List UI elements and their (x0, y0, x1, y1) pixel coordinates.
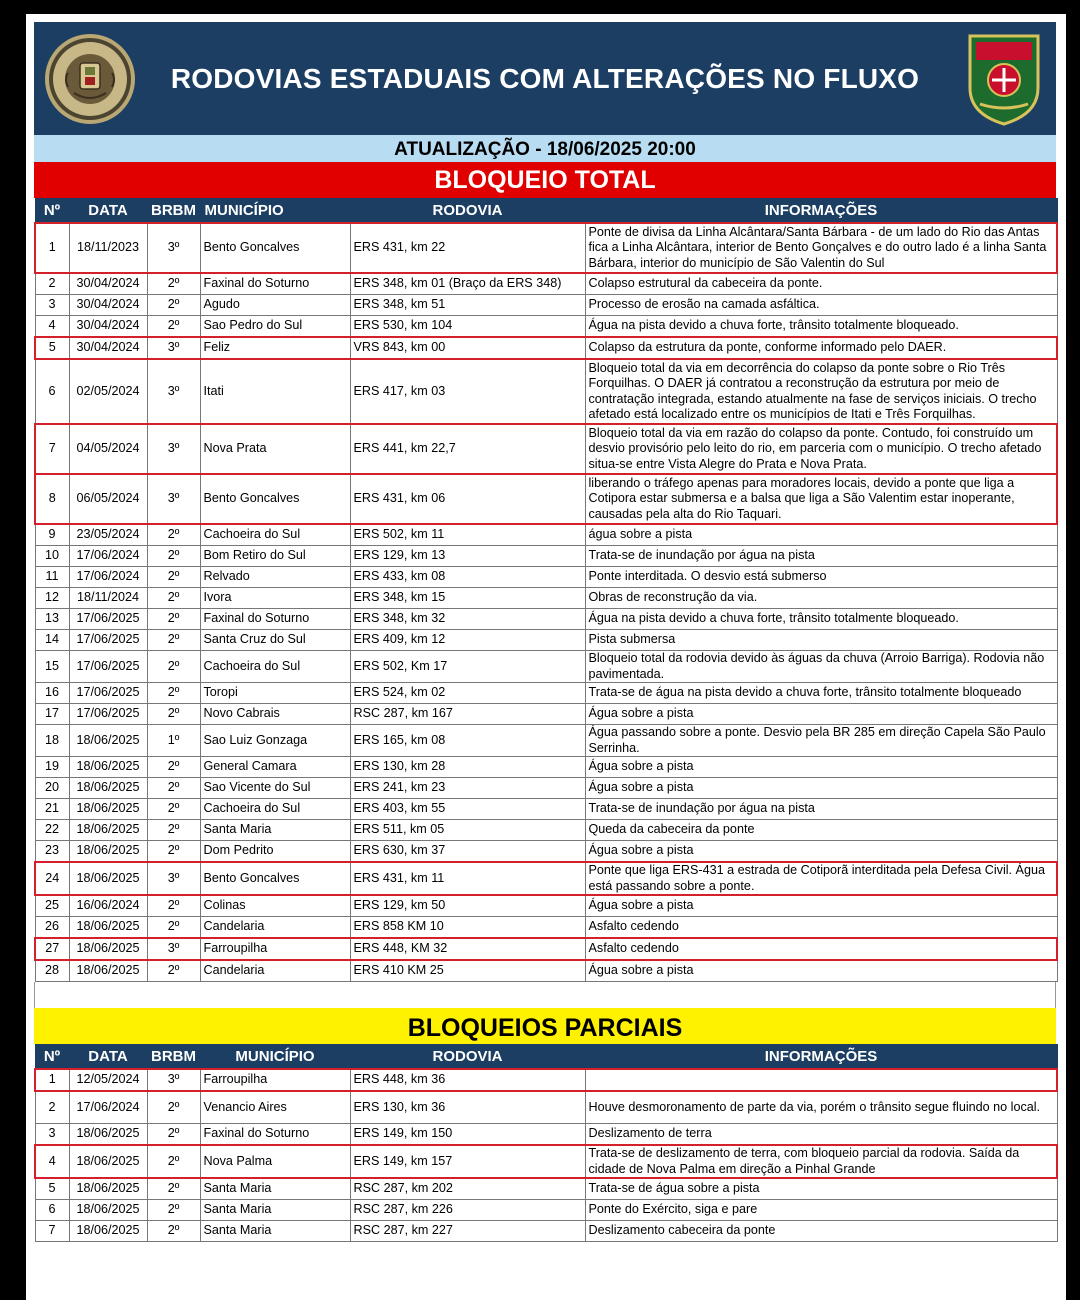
cell-number: 24 (35, 862, 69, 895)
cell-municipio: Sao Luiz Gonzaga (200, 725, 350, 757)
cell-rodovia: ERS 149, km 150 (350, 1124, 585, 1146)
cell-rodovia: ERS 129, km 50 (350, 895, 585, 917)
cell-date: 18/06/2025 (69, 799, 147, 820)
cell-rodovia: ERS 241, km 23 (350, 778, 585, 799)
cell-rodovia: ERS 433, km 08 (350, 567, 585, 588)
cell-brbm: 2º (147, 567, 200, 588)
cell-date: 18/06/2025 (69, 917, 147, 939)
cell-rodovia: ERS 530, km 104 (350, 316, 585, 338)
cell-informacoes: Ponte do Exército, siga e pare (585, 1200, 1057, 1221)
cell-date: 17/06/2025 (69, 683, 147, 704)
cell-municipio: Cachoeira do Sul (200, 524, 350, 546)
table-row (35, 1221, 1057, 1242)
cell-number: 11 (35, 567, 69, 588)
cell-municipio: Bom Retiro do Sul (200, 546, 350, 567)
cell-date: 18/06/2025 (69, 1178, 147, 1200)
cell-informacoes: Ponte interditada. O desvio está submerso (585, 567, 1057, 588)
cell-brbm: 2º (147, 651, 200, 683)
cell-municipio: Faxinal do Soturno (200, 1124, 350, 1146)
cell-brbm: 3º (147, 1069, 200, 1091)
cell-informacoes: Trata-se de inundação por água na pista (585, 546, 1057, 567)
cell-number: 28 (35, 960, 69, 982)
cell-rodovia: ERS 511, km 05 (350, 820, 585, 841)
cell-informacoes: Houve desmoronamento de parte da via, porém o trânsito segue fluindo no local. (585, 1091, 1057, 1124)
cell-informacoes: Processo de erosão na camada asfáltica. (585, 295, 1057, 316)
cell-municipio: Feliz (200, 337, 350, 359)
cell-number: 7 (35, 1221, 69, 1242)
cell-number: 6 (35, 1200, 69, 1221)
cell-municipio: Bento Goncalves (200, 223, 350, 273)
cell-brbm: 2º (147, 917, 200, 939)
cell-brbm: 2º (147, 1221, 200, 1242)
cell-rodovia: ERS 409, km 12 (350, 630, 585, 651)
cell-date: 17/06/2025 (69, 609, 147, 630)
cell-number: 12 (35, 588, 69, 609)
table-row (35, 820, 1057, 841)
table-row (35, 567, 1057, 588)
cell-informacoes: Água sobre a pista (585, 895, 1057, 917)
cell-brbm: 3º (147, 337, 200, 359)
cell-number: 25 (35, 895, 69, 917)
cell-municipio: Santa Maria (200, 820, 350, 841)
table-row (35, 424, 1057, 474)
cell-municipio: Faxinal do Soturno (200, 273, 350, 295)
cell-informacoes: Pista submersa (585, 630, 1057, 651)
cell-municipio: Santa Maria (200, 1200, 350, 1221)
cell-municipio: Dom Pedrito (200, 841, 350, 863)
cell-rodovia: ERS 149, km 157 (350, 1145, 585, 1178)
cell-brbm: 2º (147, 273, 200, 295)
cell-number: 26 (35, 917, 69, 939)
cell-municipio: Relvado (200, 567, 350, 588)
cell-municipio: Santa Maria (200, 1178, 350, 1200)
table-row (35, 895, 1057, 917)
table-row (35, 960, 1057, 982)
cell-date: 17/06/2025 (69, 651, 147, 683)
col-header-brbm: BRBM (147, 199, 200, 224)
cell-municipio: Candelaria (200, 960, 350, 982)
col-header-brbm: BRBM (147, 1045, 200, 1070)
cell-informacoes: Trata-se de água sobre a pista (585, 1178, 1057, 1200)
cell-brbm: 2º (147, 1200, 200, 1221)
cell-number: 23 (35, 841, 69, 863)
col-header-number: Nº (35, 1045, 69, 1070)
cell-number: 2 (35, 1091, 69, 1124)
comando-rodoviario-badge-icon (966, 30, 1042, 126)
cell-date: 30/04/2024 (69, 273, 147, 295)
cell-municipio: Santa Cruz do Sul (200, 630, 350, 651)
cell-rodovia: RSC 287, km 226 (350, 1200, 585, 1221)
cell-date: 17/06/2024 (69, 1091, 147, 1124)
cell-brbm: 2º (147, 778, 200, 799)
cell-number: 10 (35, 546, 69, 567)
cell-rodovia: ERS 348, km 51 (350, 295, 585, 316)
table-row (35, 725, 1057, 757)
cell-date: 17/06/2024 (69, 567, 147, 588)
cell-municipio: Cachoeira do Sul (200, 799, 350, 820)
cell-brbm: 3º (147, 474, 200, 524)
cell-informacoes: Água sobre a pista (585, 704, 1057, 725)
col-header-municipio: MUNICÍPIO (200, 1045, 350, 1070)
cell-rodovia: ERS 410 KM 25 (350, 960, 585, 982)
col-header-date: DATA (69, 199, 147, 224)
cell-rodovia: ERS 165, km 08 (350, 725, 585, 757)
cell-rodovia: ERS 129, km 13 (350, 546, 585, 567)
cell-brbm: 2º (147, 295, 200, 316)
table-row (35, 1200, 1057, 1221)
cell-number: 5 (35, 337, 69, 359)
update-timestamp: ATUALIZAÇÃO - 18/06/2025 20:00 (34, 135, 1056, 162)
cell-informacoes: Colapso estrutural da cabeceira da ponte. (585, 273, 1057, 295)
report-header (34, 22, 1056, 135)
cell-municipio: Nova Prata (200, 424, 350, 474)
table-row (35, 295, 1057, 316)
cell-date: 17/06/2025 (69, 630, 147, 651)
cell-brbm: 2º (147, 1178, 200, 1200)
cell-date: 18/06/2025 (69, 1200, 147, 1221)
cell-number: 17 (35, 704, 69, 725)
cell-number: 8 (35, 474, 69, 524)
cell-municipio: Bento Goncalves (200, 862, 350, 895)
cell-municipio: Farroupilha (200, 938, 350, 960)
cell-informacoes (585, 1069, 1057, 1091)
brigada-militar-seal-icon (44, 33, 136, 125)
col-header-rodovia: RODOVIA (350, 1045, 585, 1070)
cell-number: 16 (35, 683, 69, 704)
cell-date: 18/06/2025 (69, 1221, 147, 1242)
cell-brbm: 3º (147, 938, 200, 960)
cell-rodovia: ERS 431, km 11 (350, 862, 585, 895)
cell-date: 18/11/2023 (69, 223, 147, 273)
cell-date: 18/06/2025 (69, 778, 147, 799)
cell-number: 3 (35, 1124, 69, 1146)
bloqueio-total-rows (35, 223, 1057, 982)
cell-date: 02/05/2024 (69, 359, 147, 424)
cell-brbm: 3º (147, 359, 200, 424)
bloqueio-total-table (34, 198, 1058, 982)
cell-municipio: Sao Vicente do Sul (200, 778, 350, 799)
cell-municipio: Itati (200, 359, 350, 424)
cell-municipio: Sao Pedro do Sul (200, 316, 350, 338)
section-spacer (34, 982, 1056, 1008)
cell-municipio: Toropi (200, 683, 350, 704)
cell-number: 1 (35, 1069, 69, 1091)
cell-informacoes: Água na pista devido a chuva forte, trânsito totalmente bloqueado. (585, 609, 1057, 630)
cell-informacoes: Bloqueio total da via em razão do colapso da ponte. Contudo, foi construído um desvio provisório pelo leito do rio, em parceria com o município. O trecho afetado situa-se entre Vista Alegre do Prata e Nova Prata. (585, 424, 1057, 474)
cell-number: 21 (35, 799, 69, 820)
cell-date: 30/04/2024 (69, 337, 147, 359)
table-row (35, 778, 1057, 799)
table-row (35, 337, 1057, 359)
cell-informacoes: Ponte de divisa da Linha Alcântara/Santa Bárbara - de um lado do Rio das Antas fica a Linha Alcântara, interior de Bento Gonçalves e do outro lado é a linha Santa Bárbara, interior do município de São Valentin do Sul (585, 223, 1057, 273)
cell-brbm: 2º (147, 683, 200, 704)
cell-informacoes: Deslizamento de terra (585, 1124, 1057, 1146)
cell-informacoes: Bloqueio total da via em decorrência do colapso da ponte sobre o Rio Três Forquilhas. O DAER já contratou a reconstrução da estrutura por meio de contratação integrada, estando atualmente na fase de serviços iniciais. O trecho afetado está localizado entre os municípios de Itati e Três Forquilhas. (585, 359, 1057, 424)
bloqueios-parciais-rows (35, 1069, 1057, 1242)
table-row (35, 546, 1057, 567)
cell-rodovia: ERS 348, km 32 (350, 609, 585, 630)
cell-rodovia: ERS 431, km 22 (350, 223, 585, 273)
cell-informacoes: liberando o tráfego apenas para moradores locais, devido a ponte que liga a Cotipora estar submersa e a balsa que liga a São Valentim estar inoperante, causadas pela alta do Rio Taquari. (585, 474, 1057, 524)
cell-informacoes: Água sobre a pista (585, 960, 1057, 982)
cell-rodovia: ERS 348, km 15 (350, 588, 585, 609)
cell-number: 5 (35, 1178, 69, 1200)
cell-date: 30/04/2024 (69, 295, 147, 316)
cell-rodovia: RSC 287, km 167 (350, 704, 585, 725)
cell-brbm: 2º (147, 704, 200, 725)
table-row (35, 841, 1057, 863)
table-row (35, 273, 1057, 295)
cell-municipio: Agudo (200, 295, 350, 316)
cell-informacoes: água sobre a pista (585, 524, 1057, 546)
table-row (35, 474, 1057, 524)
cell-number: 14 (35, 630, 69, 651)
cell-brbm: 2º (147, 524, 200, 546)
cell-date: 18/06/2025 (69, 1145, 147, 1178)
cell-brbm: 2º (147, 588, 200, 609)
cell-informacoes: Asfalto cedendo (585, 938, 1057, 960)
cell-date: 17/06/2025 (69, 704, 147, 725)
cell-brbm: 2º (147, 1145, 200, 1178)
cell-rodovia: ERS 858 KM 10 (350, 917, 585, 939)
cell-municipio: Venancio Aires (200, 1091, 350, 1124)
cell-date: 18/06/2025 (69, 757, 147, 778)
cell-brbm: 2º (147, 960, 200, 982)
cell-rodovia: ERS 431, km 06 (350, 474, 585, 524)
table-row (35, 1091, 1057, 1124)
cell-informacoes: Obras de reconstrução da via. (585, 588, 1057, 609)
cell-municipio: Colinas (200, 895, 350, 917)
cell-date: 12/05/2024 (69, 1069, 147, 1091)
table-row (35, 588, 1057, 609)
bloqueios-parciais-table (34, 1044, 1058, 1242)
cell-municipio: Santa Maria (200, 1221, 350, 1242)
table-row (35, 917, 1057, 939)
cell-brbm: 2º (147, 820, 200, 841)
cell-date: 04/05/2024 (69, 424, 147, 474)
cell-brbm: 2º (147, 609, 200, 630)
table-row (35, 1124, 1057, 1146)
cell-rodovia: ERS 448, km 36 (350, 1069, 585, 1091)
cell-rodovia: RSC 287, km 202 (350, 1178, 585, 1200)
cell-municipio: Cachoeira do Sul (200, 651, 350, 683)
table-row (35, 630, 1057, 651)
table-header-row (35, 1045, 1057, 1070)
cell-number: 3 (35, 295, 69, 316)
col-header-rodovia: RODOVIA (350, 199, 585, 224)
cell-municipio: General Camara (200, 757, 350, 778)
cell-rodovia: VRS 843, km 00 (350, 337, 585, 359)
col-header-number: Nº (35, 199, 69, 224)
table-row (35, 1178, 1057, 1200)
table-row (35, 223, 1057, 273)
col-header-date: DATA (69, 1045, 147, 1070)
cell-brbm: 2º (147, 546, 200, 567)
cell-rodovia: ERS 630, km 37 (350, 841, 585, 863)
cell-municipio: Novo Cabrais (200, 704, 350, 725)
cell-informacoes: Queda da cabeceira da ponte (585, 820, 1057, 841)
cell-date: 18/06/2025 (69, 841, 147, 863)
cell-number: 19 (35, 757, 69, 778)
table-row (35, 704, 1057, 725)
cell-brbm: 2º (147, 1124, 200, 1146)
cell-informacoes: Bloqueio total da rodovia devido às águas da chuva (Arroio Barriga). Rodovia não pavimentada. (585, 651, 1057, 683)
cell-number: 27 (35, 938, 69, 960)
section-title-bloqueio-total: BLOQUEIO TOTAL (34, 162, 1056, 198)
table-row (35, 524, 1057, 546)
cell-number: 15 (35, 651, 69, 683)
table-row (35, 316, 1057, 338)
cell-rodovia: RSC 287, km 227 (350, 1221, 585, 1242)
table-row (35, 609, 1057, 630)
cell-informacoes: Água na pista devido a chuva forte, trânsito totalmente bloqueado. (585, 316, 1057, 338)
cell-brbm: 2º (147, 1091, 200, 1124)
cell-date: 18/06/2025 (69, 1124, 147, 1146)
cell-rodovia: ERS 348, km 01 (Braço da ERS 348) (350, 273, 585, 295)
cell-informacoes: Asfalto cedendo (585, 917, 1057, 939)
table-row (35, 1145, 1057, 1178)
cell-date: 18/06/2025 (69, 725, 147, 757)
col-header-municipio: MUNICÍPIO (200, 199, 350, 224)
table-row (35, 757, 1057, 778)
cell-brbm: 3º (147, 223, 200, 273)
cell-brbm: 2º (147, 630, 200, 651)
cell-municipio: Ivora (200, 588, 350, 609)
cell-rodovia: ERS 448, KM 32 (350, 938, 585, 960)
table-row (35, 799, 1057, 820)
table-row (35, 862, 1057, 895)
cell-rodovia: ERS 417, km 03 (350, 359, 585, 424)
cell-date: 17/06/2024 (69, 546, 147, 567)
table-header-row (35, 199, 1057, 224)
cell-number: 4 (35, 1145, 69, 1178)
cell-brbm: 1º (147, 725, 200, 757)
section-title-bloqueios-parciais: BLOQUEIOS PARCIAIS (34, 1008, 1056, 1044)
col-header-informacoes: INFORMAÇÕES (585, 1045, 1057, 1070)
cell-rodovia: ERS 130, km 36 (350, 1091, 585, 1124)
cell-informacoes: Trata-se de deslizamento de terra, com bloqueio parcial da rodovia. Saída da cidade de Nova Palma em direção a Pinhal Grande (585, 1145, 1057, 1178)
report-title: RODOVIAS ESTADUAIS COM ALTERAÇÕES NO FLUXO (170, 63, 920, 94)
cell-date: 23/05/2024 (69, 524, 147, 546)
cell-brbm: 2º (147, 316, 200, 338)
cell-informacoes: Água sobre a pista (585, 841, 1057, 863)
report-page (26, 14, 1066, 1300)
col-header-informacoes: INFORMAÇÕES (585, 199, 1057, 224)
cell-municipio: Farroupilha (200, 1069, 350, 1091)
cell-number: 13 (35, 609, 69, 630)
cell-number: 4 (35, 316, 69, 338)
cell-number: 22 (35, 820, 69, 841)
cell-brbm: 2º (147, 895, 200, 917)
cell-informacoes: Colapso da estrutura da ponte, conforme informado pelo DAER. (585, 337, 1057, 359)
cell-number: 2 (35, 273, 69, 295)
cell-date: 16/06/2024 (69, 895, 147, 917)
report-content (34, 22, 1056, 1242)
cell-informacoes: Trata-se de água na pista devido a chuva forte, trânsito totalmente bloqueado (585, 683, 1057, 704)
cell-number: 18 (35, 725, 69, 757)
cell-date: 18/11/2024 (69, 588, 147, 609)
cell-date: 18/06/2025 (69, 960, 147, 982)
cell-informacoes: Água sobre a pista (585, 757, 1057, 778)
cell-date: 30/04/2024 (69, 316, 147, 338)
cell-date: 18/06/2025 (69, 938, 147, 960)
table-row (35, 683, 1057, 704)
cell-rodovia: ERS 403, km 55 (350, 799, 585, 820)
cell-informacoes: Deslizamento cabeceira da ponte (585, 1221, 1057, 1242)
cell-informacoes: Água sobre a pista (585, 778, 1057, 799)
cell-date: 18/06/2025 (69, 862, 147, 895)
cell-informacoes: Trata-se de inundação por água na pista (585, 799, 1057, 820)
table-row (35, 1069, 1057, 1091)
cell-brbm: 3º (147, 862, 200, 895)
cell-rodovia: ERS 502, km 11 (350, 524, 585, 546)
cell-brbm: 2º (147, 757, 200, 778)
cell-date: 06/05/2024 (69, 474, 147, 524)
cell-brbm: 3º (147, 424, 200, 474)
cell-rodovia: ERS 130, km 28 (350, 757, 585, 778)
cell-number: 9 (35, 524, 69, 546)
table-row (35, 359, 1057, 424)
cell-date: 18/06/2025 (69, 820, 147, 841)
cell-number: 20 (35, 778, 69, 799)
cell-municipio: Bento Goncalves (200, 474, 350, 524)
cell-rodovia: ERS 524, km 02 (350, 683, 585, 704)
cell-number: 6 (35, 359, 69, 424)
cell-municipio: Nova Palma (200, 1145, 350, 1178)
cell-rodovia: ERS 502, Km 17 (350, 651, 585, 683)
cell-municipio: Candelaria (200, 917, 350, 939)
cell-brbm: 2º (147, 799, 200, 820)
cell-number: 1 (35, 223, 69, 273)
cell-brbm: 2º (147, 841, 200, 863)
table-row (35, 938, 1057, 960)
cell-informacoes: Água passando sobre a ponte. Desvio pela BR 285 em direção Capela São Paulo Serrinha. (585, 725, 1057, 757)
cell-number: 7 (35, 424, 69, 474)
table-row (35, 651, 1057, 683)
cell-municipio: Faxinal do Soturno (200, 609, 350, 630)
cell-rodovia: ERS 441, km 22,7 (350, 424, 585, 474)
cell-informacoes: Ponte que liga ERS-431 a estrada de Cotiporã interditada pela Defesa Civil. Água está passando sobre a ponte. (585, 862, 1057, 895)
